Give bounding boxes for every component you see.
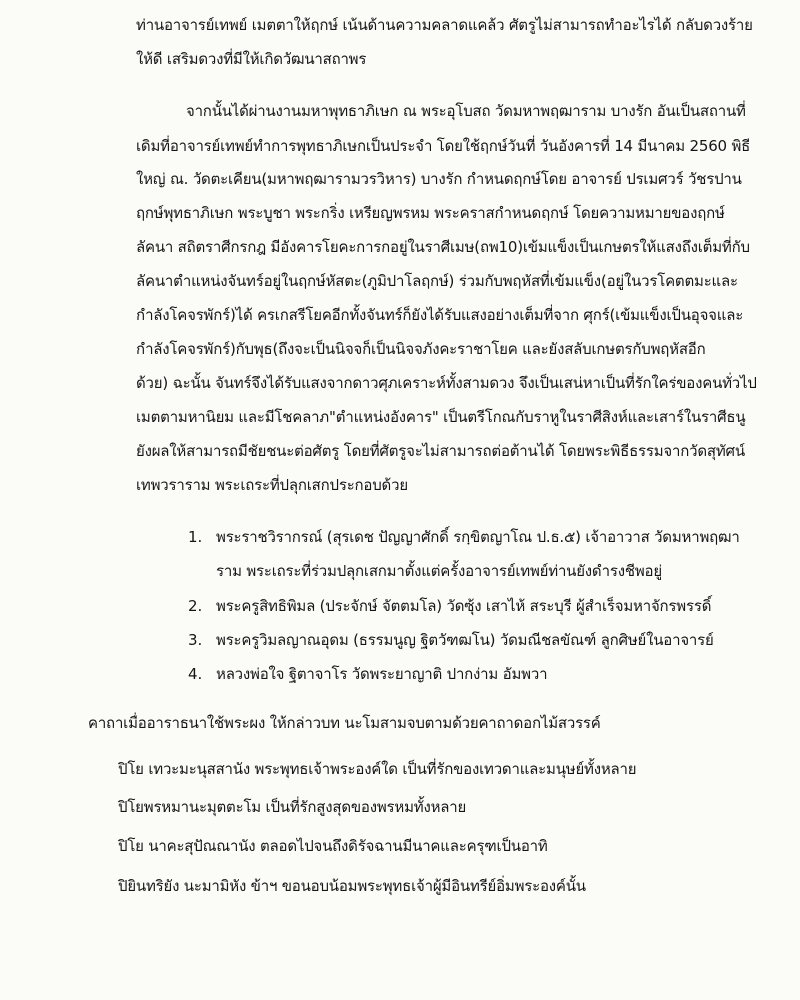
paragraph2-line: ลัคนา สถิตราศีกรกฎ มีอังคารโยคะการกอยู่ในราศีเมษ(ถพ10)เข้มแข็งเป็นเกษตรให้แสงถึงเต็มที่กับ xyxy=(136,238,750,256)
paragraph2-line: จากนั้นได้ผ่านงานมหาพุทธาภิเษก ณ พระอุโบสถ วัดมหาพฤฒาราม บางรัก อันเป็นสถานที่ xyxy=(186,102,746,120)
paragraph2-line: ฤกษ์พุทธาภิเษก พระบูชา พระกริ่ง เหรียญพรหม พระคราสกำหนดฤกษ์ โดยความหมายของฤกษ์ xyxy=(136,204,725,222)
chant-line: ปิโย เทวะมะนุสสานัง พระพุทธเจ้าพระองค์ใด เป็นที่รักของเทวดาและมนุษย์ทั้งหลาย xyxy=(118,760,637,778)
list-number: 1. xyxy=(188,528,203,546)
paragraph2-line: ด้วย) ฉะนั้น จันทร์จึงได้รับแสงจากดาวศุภเคราะห์ทั้งสามดวง จึงเป็นเสน่หาเป็นที่รักใคร่ของคนทั่วไป xyxy=(136,374,757,392)
paragraph2-line: เดิมที่อาจารย์เทพย์ทำการพุทธาภิเษกเป็นประจำ โดยใช้ฤกษ์วันที่ วันอังคารที่ 14 มีนาคม 2560 พิธี xyxy=(136,137,751,155)
paragraph2-line: กำลังโคจรพักร์)กับพุธ(ถึงจะเป็นนิจจก็เป็นนิจจภังคะราชาโยค และยังสลับเกษตรกับพฤหัสอีก xyxy=(136,340,706,358)
chant-line: ปิยินทริยัง นะมามิหัง ข้าฯ ขอนอบน้อมพระพุทธเจ้าผู้มีอินทรีย์อิ่มพระองค์นั้น xyxy=(118,877,586,895)
list-number: 4. xyxy=(188,665,203,683)
list-number: 2. xyxy=(188,597,203,615)
list-item-text: พระครูสิทธิพิมล (ประจักษ์ จัตตมโล) วัดซุ้ง เสาไห้ สระบุรี ผู้สำเร็จมหาจักรพรรดิ์ xyxy=(216,597,712,615)
list-number: 3. xyxy=(188,631,203,649)
list-item-text: พระครูวิมลญาณอุดม (ธรรมนูญ ฐิตวัฑฒโน) วัดมณีชลขัณฑ์ ลูกศิษย์ในอาจารย์ xyxy=(216,631,714,649)
list-item-text: ราม พระเถระที่ร่วมปลุกเสกมาตั้งแต่ครั้งอาจารย์เทพย์ท่านยังดำรงชีพอยู่ xyxy=(216,562,662,580)
chant-line: ปิโย นาคะสุปัณณานัง ตลอดไปจนถึงดิรัจฉานมีนาคและครุฑเป็นอาทิ xyxy=(118,837,548,855)
paragraph2-line: กำลังโคจรพักร์)ได้ ครเกสรีโยคอีกทั้งจันทร์ก็ยังได้รับแสงอย่างเต็มที่จาก ศุกร์(เข้มแข็งเป็นอุจจและ xyxy=(136,306,744,324)
paragraph2-line: ยังผลให้สามารถมีชัยชนะต่อศัตรู โดยที่ศัตรูจะไม่สามารถต่อต้านได้ โดยพระพิธีธรรมจากวัดสุทัศน์ xyxy=(136,442,745,460)
paragraph2-line: เมตตามหานิยม และมีโชคลาภ"ตำแหน่งอังคาร" เป็นตรีโกณกับราหูในราศีสิงห์และเสาร์ในราศีธนู xyxy=(136,408,746,426)
paragraph1-line: ให้ดี เสริมดวงที่มีให้เกิดวัฒนาสถาพร xyxy=(136,50,367,68)
chant-intro: คาถาเมื่ออาราธนาใช้พระผง ให้กล่าวบท นะโมสามจบตามด้วยคาถาดอกไม้สวรรค์ xyxy=(88,714,601,732)
list-item-text: พระราชวิรากรณ์ (สุรเดช ปัญญาศักดิ์ รกฺขิตญาโณ ป.ธ.๕) เจ้าอาวาส วัดมหาพฤฒา xyxy=(216,528,740,546)
paragraph2-line: เทพวราราม พระเถระที่ปลุกเสกประกอบด้วย xyxy=(136,476,408,494)
paragraph1-line: ท่านอาจารย์เทพย์ เมตตาให้ฤกษ์ เน้นด้านความคลาดแคล้ว ศัตรูไม่สามารถทำอะไรได้ กลับดวงร้าย xyxy=(136,16,753,34)
list-item-text: หลวงพ่อใจ ฐิตาจาโร วัดพระยาญาติ ปากง่าม อัมพวา xyxy=(216,665,548,683)
paragraph2-line: ใหญ่ ณ. วัดตะเคียน(มหาพฤฒารามวรวิหาร) บางรัก กำหนดฤกษ์โดย อาจารย์ ปรเมศวร์ วัชรปาน xyxy=(136,170,742,188)
chant-line: ปิโยพรหมานะมุตตะโม เป็นที่รักสูงสุดของพรหมทั้งหลาย xyxy=(118,798,467,816)
paragraph2-line: ลัคนาตำแหน่งจันทร์อยู่ในฤกษ์หัสตะ(ภูมิปาโลฤกษ์) ร่วมกับพฤหัสที่เข้มแข็ง(อยู่ในวรโคตตมะและ xyxy=(136,272,738,290)
